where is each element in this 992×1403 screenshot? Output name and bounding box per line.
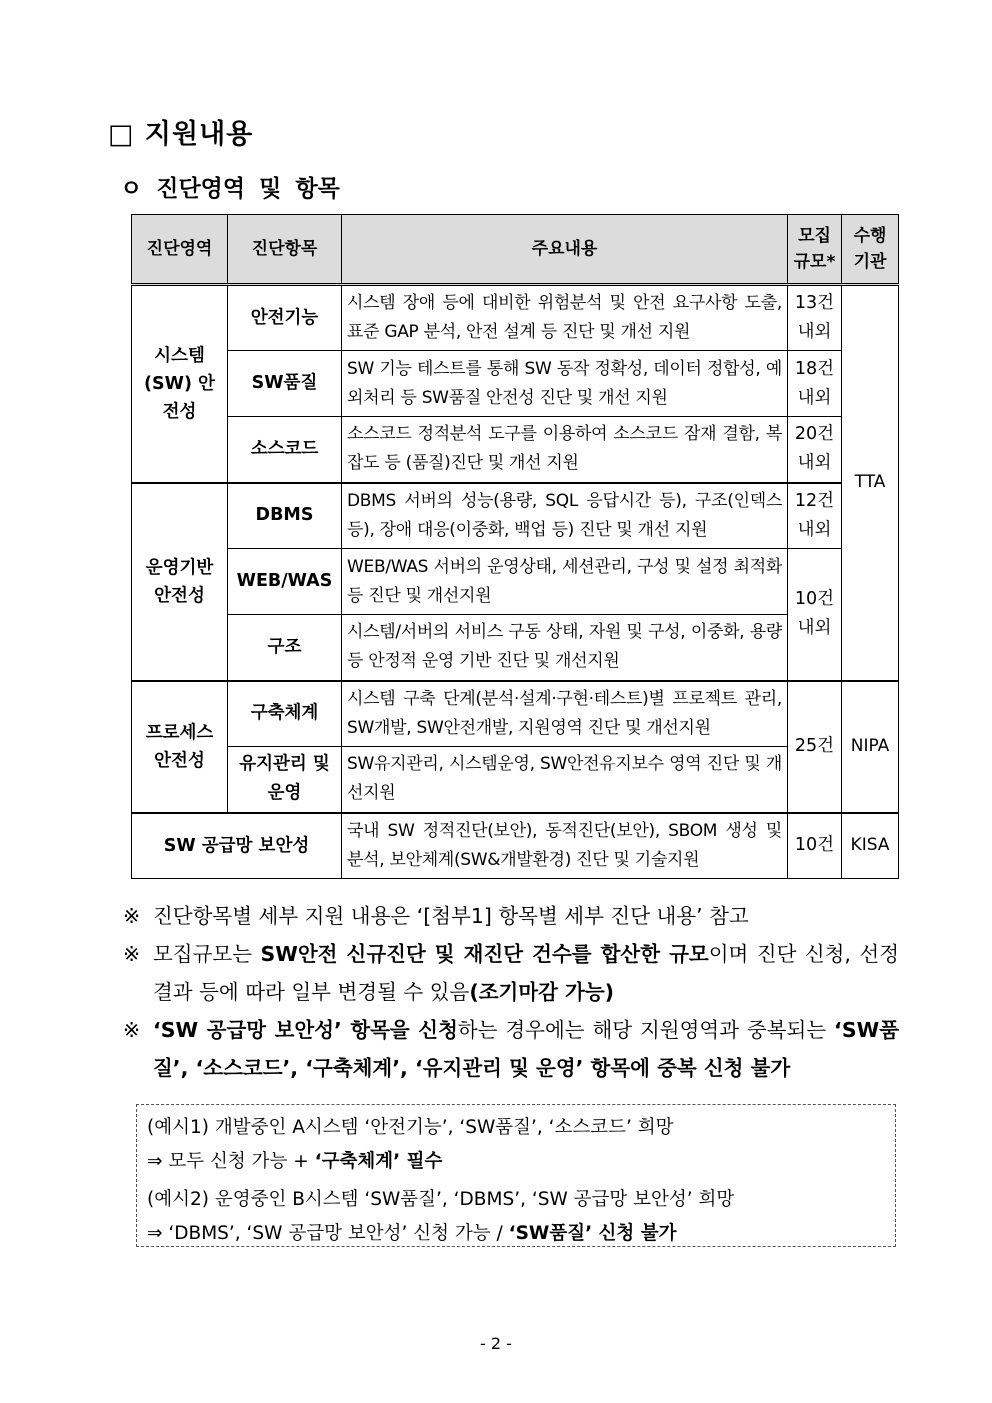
example-bold-text: ‘SW품질’ 신청 불가 [508, 1223, 677, 1244]
count-cell: 12건 내외 [788, 483, 842, 549]
note-mark: ※ [123, 904, 141, 928]
content-cell: 소스코드 정적분석 도구를 이용하여 소스코드 잠재 결함, 복잡도 등 (품질)진단 및 개선 지원 [342, 417, 788, 483]
area-ops: 운영기반 안전성 [132, 483, 228, 681]
table-row [132, 747, 899, 813]
note-bold-text: ‘SW 공급망 보안성’ 항목을 신청 [153, 1018, 458, 1042]
header-item: 진단항목 [228, 215, 342, 285]
example-2-line-2 [147, 1217, 885, 1251]
examples-box [136, 1104, 896, 1247]
table-row [132, 681, 899, 747]
count-cell: 10건 [788, 813, 842, 879]
content-cell: 시스템 장애 등에 대비한 위험분석 및 안전 요구사항 도출, 표준 GAP 분석, 안전 설계 등 진단 및 개선 지원 [342, 285, 788, 351]
area-system: 시스템 (SW) 안전성 [132, 285, 228, 483]
section-title: □ 지원내용 [108, 119, 254, 150]
table-row [132, 417, 899, 483]
note-text: 모집규모는 [153, 942, 261, 966]
table-row [132, 615, 899, 681]
note-text: 진단항목별 세부 지원 내용은 ‘[첨부1] 항목별 세부 진단 내용’ 참고 [153, 904, 749, 928]
count-cell: 20건 내외 [788, 417, 842, 483]
support-table [131, 214, 899, 879]
note-mark: ※ [123, 942, 141, 966]
header-count: 모집 규모* [788, 215, 842, 285]
example-text: ⇒ ‘DBMS’, ‘SW 공급망 보안성’ 신청 가능 / [147, 1223, 509, 1244]
count-cell: 18건 내외 [788, 351, 842, 417]
count-cell: 13건 내외 [788, 285, 842, 351]
table-row [132, 285, 899, 351]
content-cell: 시스템 구축 단계(분석·설계·구현·테스트)별 프로젝트 관리, SW개발, SW안전개발, 지원영역 진단 및 개선지원 [342, 681, 788, 747]
table-row [132, 549, 899, 615]
note-item [123, 897, 899, 935]
org-nipa: NIPA [842, 681, 899, 813]
note-text: 하는 경우에는 해당 지원영역과 중복되는 [457, 1018, 835, 1042]
org-kisa: KISA [842, 813, 899, 879]
content-cell: SW유지관리, 시스템운영, SW안전유지보수 영역 진단 및 개선지원 [342, 747, 788, 813]
example-1-line-2 [147, 1145, 885, 1179]
item-cell: 유지관리 및 운영 [228, 747, 342, 813]
note-bold-text: ‘SW품질’, ‘소스코드’, ‘구축체계’, ‘유지관리 및 운영’ 항목에 중복 신청 불가 [153, 1018, 899, 1080]
content-cell: 국내 SW 정적진단(보안), 동적진단(보안), SBOM 생성 및 분석, 보안체계(SW&개발환경) 진단 및 기술지원 [342, 813, 788, 879]
example-text: ⇒ 모두 신청 가능 + [147, 1151, 315, 1172]
note-bold-text: (조기마감 가능) [469, 980, 615, 1004]
note-item [123, 1011, 899, 1087]
org-tta: TTA [842, 285, 899, 681]
table-row [132, 813, 899, 879]
item-cell: 안전기능 [228, 285, 342, 351]
notes [123, 897, 899, 1087]
page-number: - 2 - [480, 1334, 512, 1353]
item-cell: SW품질 [228, 351, 342, 417]
area-supply: SW 공급망 보안성 [132, 813, 342, 879]
item-cell: 소스코드 [228, 417, 342, 483]
example-1-line-1: (예시1) 개발중인 A시스템 ‘안전기능’, ‘SW품질’, ‘소스코드’ 희망 [147, 1117, 674, 1138]
note-bold-text: SW안전 신규진단 및 재진단 건수를 합산한 규모 [260, 942, 709, 966]
header-content: 주요내용 [342, 215, 788, 285]
count-cell: 25건 [788, 681, 842, 813]
table-row [132, 351, 899, 417]
content-cell: DBMS 서버의 성능(용량, SQL 응답시간 등), 구조(인덱스 등), 장애 대응(이중화, 백업 등) 진단 및 개선 지원 [342, 483, 788, 549]
example-bold-text: ‘구축체계’ 필수 [314, 1151, 443, 1172]
item-cell: 구축체계 [228, 681, 342, 747]
area-process: 프로세스 안전성 [132, 681, 228, 813]
count-cell: 10건 내외 [788, 549, 842, 681]
item-cell: 구조 [228, 615, 342, 681]
content-cell: WEB/WAS 서버의 운영상태, 세션관리, 구성 및 설정 최적화 등 진단 및 개선지원 [342, 549, 788, 615]
item-cell: WEB/WAS [228, 549, 342, 615]
item-cell: DBMS [228, 483, 342, 549]
header-area: 진단영역 [132, 215, 228, 285]
note-mark: ※ [123, 1018, 141, 1042]
table-row [132, 483, 899, 549]
example-2-line-1: (예시2) 운영중인 B시스템 ‘SW품질’, ‘DBMS’, ‘SW 공급망 보안성’ 희망 [147, 1189, 735, 1210]
note-item [123, 935, 899, 1011]
header-org: 수행 기관 [842, 215, 899, 285]
subsection-title: ㅇ 진단영역 및 항목 [120, 175, 340, 202]
note-text: 이며 진단 신청, 선정결과 등에 따라 일부 변경될 수 있음 [153, 942, 900, 1004]
content-cell: SW 기능 테스트를 통해 SW 동작 정확성, 데이터 정합성, 예외처리 등 SW품질 안전성 진단 및 개선 지원 [342, 351, 788, 417]
content-cell: 시스템/서버의 서비스 구동 상태, 자원 및 구성, 이중화, 용량 등 안정적 운영 기반 진단 및 개선지원 [342, 615, 788, 681]
